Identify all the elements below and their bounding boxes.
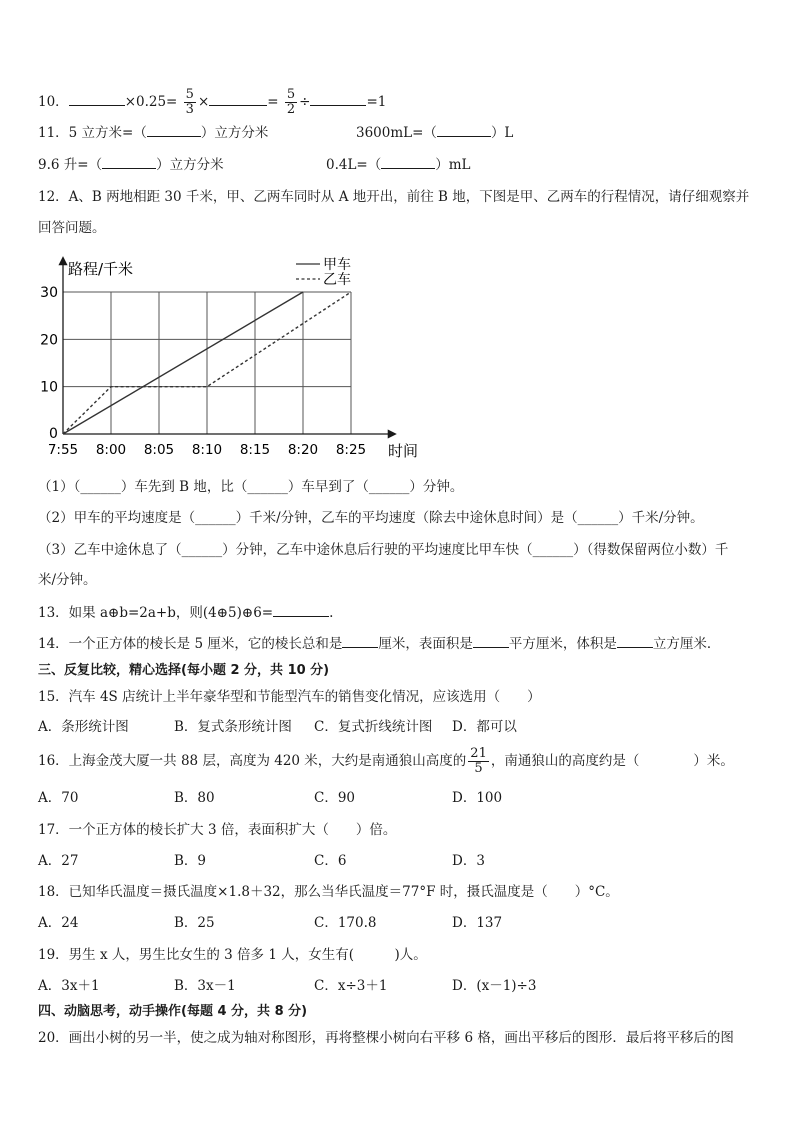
q10-text: ×0.25= bbox=[124, 94, 178, 110]
option-d[interactable]: D．3 bbox=[452, 853, 485, 869]
option-c[interactable]: C．x÷3＋1 bbox=[314, 978, 388, 994]
question-12-sub2: （2）甲车的平均速度是（______）千米/分钟，乙车的平均速度（除去中途休息时间）是（______）千米/分钟。 bbox=[38, 510, 704, 526]
blank[interactable] bbox=[381, 156, 435, 169]
y-tick-label: 20 bbox=[40, 332, 58, 349]
question-16-stem bbox=[38, 747, 734, 776]
x-tick-label: 8:20 bbox=[287, 442, 319, 458]
q11-text: 9.6 升=（ bbox=[38, 157, 103, 173]
fraction bbox=[184, 88, 196, 117]
q13-text: . bbox=[329, 605, 334, 621]
q13-text: 13．如果 a⊕b=2a+b，则(4⊕5)⊕6= bbox=[38, 605, 274, 621]
blank[interactable] bbox=[209, 93, 267, 106]
legend-label: 甲车 bbox=[323, 257, 351, 273]
q11-text: ）立方分米 bbox=[200, 125, 269, 141]
numerator: 5 bbox=[185, 87, 194, 102]
option-b[interactable]: B．复式条形统计图 bbox=[174, 719, 292, 735]
legend-label: 乙车 bbox=[323, 272, 351, 288]
option-c[interactable]: C．90 bbox=[314, 790, 356, 806]
origin-label: 0 bbox=[49, 426, 58, 442]
question-11d bbox=[326, 156, 471, 174]
x-tick-label: 8:00 bbox=[95, 442, 127, 458]
q10-text: =1 bbox=[366, 94, 387, 110]
option-c[interactable]: C．170.8 bbox=[314, 915, 377, 931]
q16-text: 16．上海金茂大厦一共 88 层，高度为 420 米，大约是南通狼山高度的 bbox=[38, 753, 467, 769]
numerator: 5 bbox=[286, 87, 296, 102]
q14-text: 14．一个正方体的棱长是 5 厘米，它的棱长总和是 bbox=[38, 636, 343, 652]
option-a[interactable]: A．条形统计图 bbox=[38, 719, 129, 735]
question-13 bbox=[38, 604, 333, 622]
blank[interactable] bbox=[102, 156, 156, 169]
q16-text: ，南通狼山的高度约是（ ）米。 bbox=[490, 753, 734, 769]
blank[interactable] bbox=[273, 604, 329, 617]
q10-number: 10． bbox=[38, 94, 69, 110]
question-12-line2: 回答问题。 bbox=[38, 220, 106, 236]
y-tick-label: 30 bbox=[40, 285, 58, 301]
x-tick-label: 7:55 bbox=[47, 442, 79, 458]
option-d[interactable]: D．都可以 bbox=[452, 719, 517, 735]
question-17-stem: 17．一个正方体的棱长扩大 3 倍，表面积扩大（ ）倍。 bbox=[38, 822, 397, 838]
blank[interactable] bbox=[437, 124, 491, 137]
question-10 bbox=[38, 88, 386, 117]
question-11b bbox=[356, 124, 513, 142]
question-20: 20．画出小树的另一半，使之成为轴对称图形，再将整棵小树向右平移 6 格，画出平移后的图形．最后将平移后的图 bbox=[38, 1030, 734, 1046]
q11-text: ）mL bbox=[435, 157, 471, 173]
question-15-stem: 15．汽车 4S 店统计上半年豪华型和节能型汽车的销售变化情况，应该选用（ ） bbox=[38, 689, 541, 705]
denominator: 3 bbox=[185, 102, 194, 117]
fraction bbox=[468, 747, 489, 776]
q11-text: ）立方分米 bbox=[156, 157, 224, 173]
q14-text: 厘米，表面积是 bbox=[378, 636, 473, 652]
option-b[interactable]: B．25 bbox=[174, 915, 215, 931]
blank[interactable] bbox=[147, 124, 201, 137]
question-12-line1: 12．A、B 两地相距 30 千米，甲、乙两车同时从 A 地开出，前往 B 地，下图是甲、乙两车的行程情况，请仔细观察并 bbox=[38, 189, 750, 205]
option-d[interactable]: D．137 bbox=[452, 915, 503, 931]
q11-text: 0.4L=（ bbox=[326, 157, 382, 173]
blank[interactable] bbox=[617, 635, 653, 648]
q14-text: 平方厘米，体积是 bbox=[508, 636, 617, 652]
blank[interactable] bbox=[342, 635, 378, 648]
section-4-heading: 四、动脑思考，动手操作(每题 4 分，共 8 分) bbox=[38, 1004, 308, 1019]
x-tick-label: 8:15 bbox=[239, 442, 271, 458]
question-19-stem: 19．男生 x 人，男生比女生的 3 倍多 1 人，女生有( )人。 bbox=[38, 947, 427, 963]
q11-text: ）L bbox=[490, 125, 514, 141]
q11-text: 11．5 立方米=（ bbox=[38, 125, 147, 141]
blank[interactable] bbox=[473, 635, 509, 648]
y-tick-label: 10 bbox=[40, 379, 58, 396]
question-15-options bbox=[38, 718, 517, 736]
numerator: 21 bbox=[470, 746, 487, 761]
q11-text: 3600mL=（ bbox=[356, 125, 437, 141]
question-12-sub1: （1）（______）车先到 B 地，比（______）车早到了（______）分钟。 bbox=[38, 479, 464, 495]
question-17-options bbox=[38, 852, 485, 870]
q10-text: = bbox=[267, 94, 279, 110]
x-tick-label: 8:10 bbox=[191, 442, 223, 458]
question-19-options bbox=[38, 977, 536, 995]
x-axis-label: 时间 bbox=[388, 442, 419, 460]
series-line-jia bbox=[63, 292, 303, 434]
option-d[interactable]: D．(x－1)÷3 bbox=[452, 978, 537, 994]
option-a[interactable]: A．27 bbox=[38, 853, 79, 869]
option-a[interactable]: A．70 bbox=[38, 790, 79, 806]
option-d[interactable]: D．100 bbox=[452, 790, 503, 806]
denominator: 2 bbox=[286, 102, 296, 117]
denominator: 5 bbox=[474, 761, 483, 776]
section-3-heading: 三、反复比较，精心选择(每小题 2 分，共 10 分) bbox=[38, 663, 330, 678]
question-12-sub3b: 米/分钟。 bbox=[38, 572, 97, 588]
option-b[interactable]: B．80 bbox=[174, 790, 215, 806]
option-c[interactable]: C．6 bbox=[314, 853, 347, 869]
option-a[interactable]: A．24 bbox=[38, 915, 79, 931]
question-11a bbox=[38, 124, 268, 142]
option-b[interactable]: B．9 bbox=[174, 853, 207, 869]
question-14 bbox=[38, 635, 720, 653]
distance-time-chart bbox=[30, 252, 430, 462]
fraction bbox=[285, 88, 297, 117]
question-18-stem: 18．已知华氏温度＝摄氏温度×1.8＋32，那么当华氏温度＝77°F 时，摄氏温度是（ ）°C。 bbox=[38, 884, 619, 900]
q10-text: ÷ bbox=[299, 94, 311, 110]
question-18-options bbox=[38, 914, 502, 932]
option-c[interactable]: C．复式折线统计图 bbox=[314, 719, 433, 735]
y-axis-label: 路程/千米 bbox=[68, 260, 134, 278]
question-11c bbox=[38, 156, 224, 174]
q14-text: 立方厘米． bbox=[652, 636, 721, 652]
q10-text: × bbox=[197, 94, 210, 110]
option-b[interactable]: B．3x－1 bbox=[174, 978, 236, 994]
option-a[interactable]: A．3x＋1 bbox=[38, 978, 100, 994]
blank[interactable] bbox=[69, 93, 125, 106]
question-16-options bbox=[38, 789, 502, 807]
blank[interactable] bbox=[310, 93, 366, 106]
x-tick-label: 8:05 bbox=[143, 442, 175, 458]
x-tick-label: 8:25 bbox=[335, 442, 367, 458]
question-12-sub3a: （3）乙车中途休息了（______）分钟，乙车中途休息后行驶的平均速度比甲车快（______）（得数保留两位小数）千 bbox=[38, 542, 729, 558]
